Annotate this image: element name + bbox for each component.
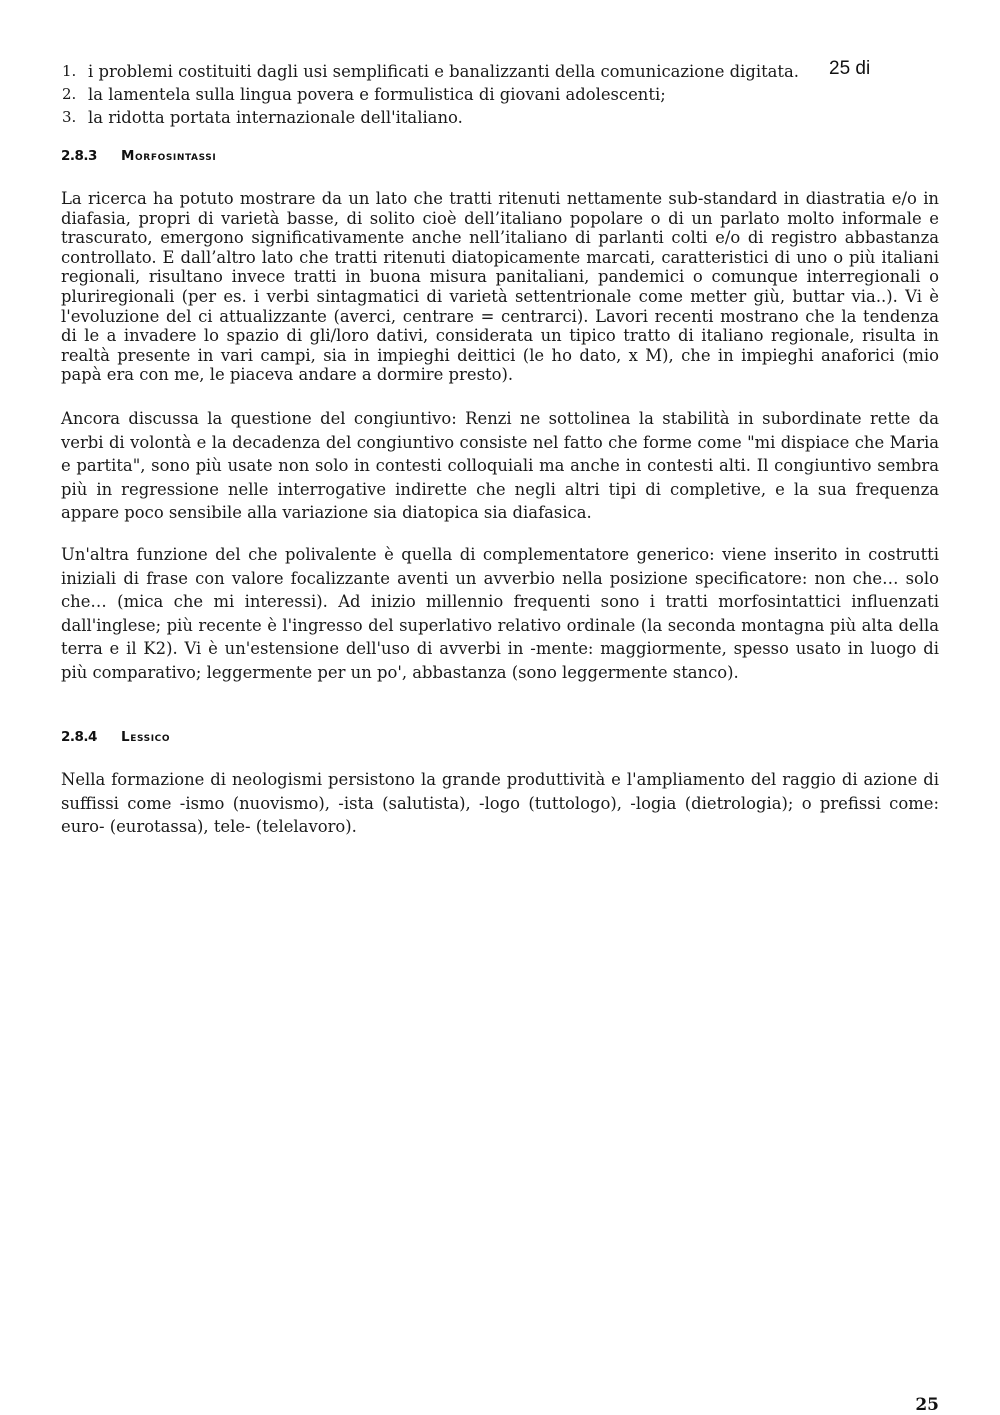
list-item-text: la lamentela sulla lingua povera e formulistica di giovani adolescenti; [88, 85, 666, 104]
section-heading-lessico [61, 729, 170, 745]
list-item-number: 1. [62, 62, 77, 80]
section-title: Morfosintassi [121, 148, 217, 164]
page-reference: 25 di [829, 58, 871, 79]
page-number: 25 [915, 1395, 939, 1415]
paragraph: La ricerca ha potuto mostrare da un lato che tratti ritenuti nettamente sub-standard in diastratia e/o in diafasia, propri di varietà basse, di solito cioè dell’italiano popolare o di un parlato molto informale e trascurato, emergono significativamente anche nell’italiano di parlanti colti e/o di registro abbastanza controllato. E dall’altro lato che tratti ritenuti diatopicamente marcati, caratteristici di uno o più italiani regionali, risultano invece tratti in buona misura panitaliani, pandemici o comunque interregionali o pluriregionali (per es. i verbi sintagmatici di varietà settentrionale come metter giù, buttar via..). Vi è l'evoluzione del ci attualizzante (averci, centrare = centrarci). Lavori recenti mostrano che la tendenza di le a invadere lo spazio di gli/loro dativi, considerata un tipico tratto di italiano regionale, risulta in realtà presente in vari campi, sia in impieghi deittici (le ho dato, x M), che in impieghi anaforici (mio papà era con me, le piaceva andare a dormire presto). [61, 189, 939, 385]
section-number: 2.8.4 [61, 729, 97, 745]
paragraph: Un'altra funzione del che polivalente è quella di complementatore generico: viene inserito in costrutti iniziali di frase con valore focalizzante aventi un avverbio nella posizione specificatore: non che… solo che… (mica che mi interessi). Ad inizio millennio frequenti sono i tratti morfosintattici influenzati dall'inglese; più recente è l'ingresso del superlativo relativo ordinale (la seconda montagna più alta della terra e il K2). Vi è un'estensione dell'uso di avverbi in -mente: maggiormente, spesso usato in luogo di più comparativo; leggermente per un po', abbastanza (sono leggermente stanco). [61, 545, 939, 682]
list-item [62, 106, 822, 129]
list-item [62, 83, 822, 106]
section-title: Lessico [121, 729, 171, 745]
numbered-list [62, 60, 822, 129]
list-item-number: 2. [62, 85, 77, 103]
list-item-number: 3. [62, 108, 77, 126]
section-number: 2.8.3 [61, 148, 97, 164]
paragraph: Nella formazione di neologismi persistono la grande produttività e l'ampliamento del raggio di azione di suffissi come -ismo (nuovismo), -ista (salutista), -logo (tuttologo), -logia (dietrologia); o prefissi come: euro- (eurotassa), tele- (telelavoro). [61, 770, 939, 836]
list-item [62, 60, 822, 83]
paragraph: Ancora discussa la questione del congiuntivo: Renzi ne sottolinea la stabilità in subordinate rette da verbi di volontà e la decadenza del congiuntivo consiste nel fatto che forme come "mi dispiace che Maria e partita", sono più usate non solo in contesti colloquiali ma anche in contesti alti. Il congiuntivo sembra più in regressione nelle interrogative indirette che negli altri tipi di completive, e la sua frequenza appare poco sensibile alla variazione sia diatopica sia diafasica. [61, 409, 939, 522]
section-heading-morfosintassi [61, 148, 216, 164]
list-item-text: i problemi costituiti dagli usi semplificati e banalizzanti della comunicazione digitata. [88, 62, 799, 81]
list-item-text: la ridotta portata internazionale dell'italiano. [88, 108, 463, 127]
